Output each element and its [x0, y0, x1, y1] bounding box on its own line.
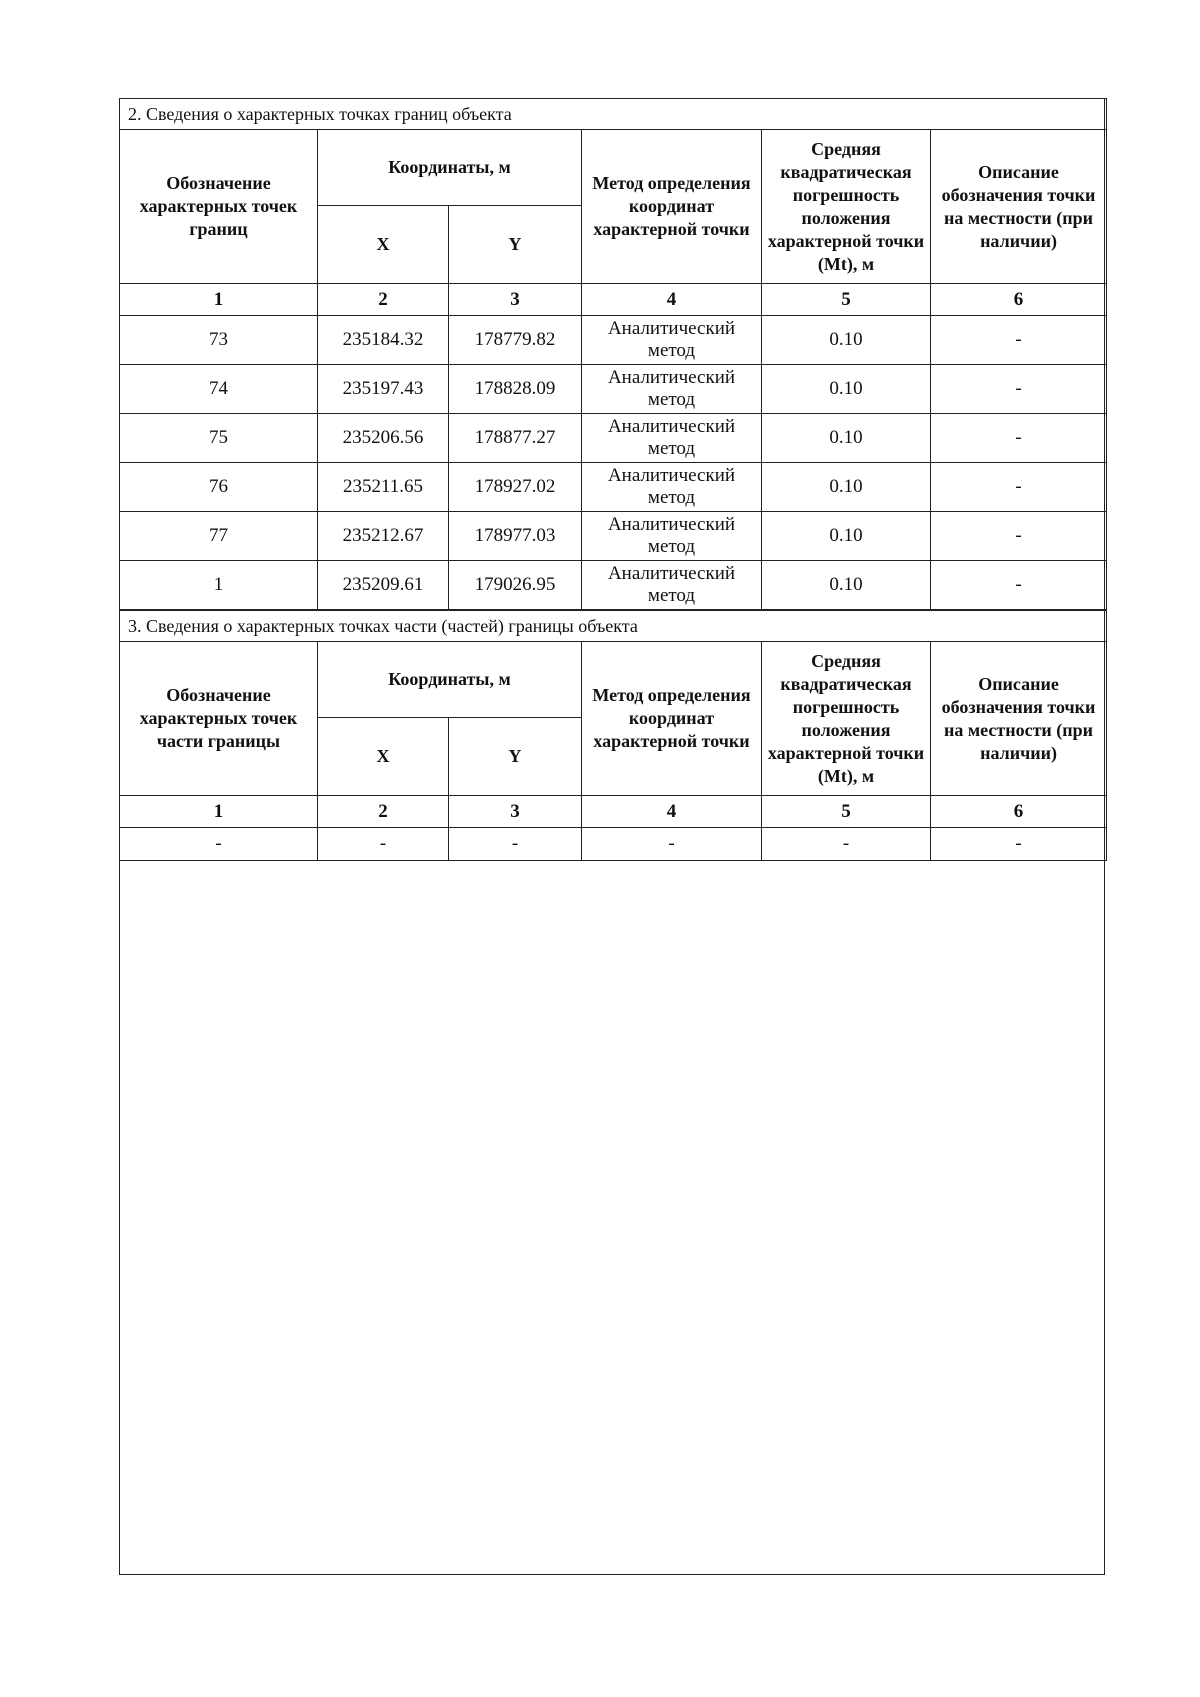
- point-id: 76: [120, 463, 318, 512]
- header-designation: Обозначение характерных точек границ: [120, 130, 318, 284]
- method: -: [582, 828, 762, 861]
- description: -: [931, 561, 1107, 610]
- col-number: 6: [931, 284, 1107, 316]
- description: -: [931, 463, 1107, 512]
- description: -: [931, 512, 1107, 561]
- coord-y: -: [449, 828, 582, 861]
- mt-error: -: [762, 828, 931, 861]
- header-x: X: [318, 718, 449, 796]
- section-2-title: 2. Сведения о характерных точках границ объекта: [120, 99, 1107, 130]
- header-coords: Координаты, м: [318, 642, 582, 718]
- header-y: Y: [449, 718, 582, 796]
- col-number: 5: [762, 284, 931, 316]
- header-designation: Обозначение характерных точек части границы: [120, 642, 318, 796]
- coord-x: 235197.43: [318, 365, 449, 414]
- method: Аналитический метод: [582, 414, 762, 463]
- col-number: 3: [449, 796, 582, 828]
- mt-error: 0.10: [762, 512, 931, 561]
- col-number: 1: [120, 284, 318, 316]
- mt-error: 0.10: [762, 463, 931, 512]
- col-number: 2: [318, 284, 449, 316]
- method: Аналитический метод: [582, 365, 762, 414]
- coord-x: 235212.67: [318, 512, 449, 561]
- method: Аналитический метод: [582, 463, 762, 512]
- coord-y: 178877.27: [449, 414, 582, 463]
- description: -: [931, 414, 1107, 463]
- mt-error: 0.10: [762, 414, 931, 463]
- header-error: Средняя квадратическая погрешность положения характерной точки (Mt), м: [762, 130, 931, 284]
- point-id: 74: [120, 365, 318, 414]
- section-3-title: 3. Сведения о характерных точках части (частей) границы объекта: [120, 611, 1107, 642]
- header-description: Описание обозначения точки на местности (при наличии): [931, 642, 1107, 796]
- coord-y: 179026.95: [449, 561, 582, 610]
- coord-y: 178927.02: [449, 463, 582, 512]
- point-id: -: [120, 828, 318, 861]
- method: Аналитический метод: [582, 316, 762, 365]
- description: -: [931, 316, 1107, 365]
- col-number: 2: [318, 796, 449, 828]
- coord-x: -: [318, 828, 449, 861]
- coord-y: 178977.03: [449, 512, 582, 561]
- point-id: 1: [120, 561, 318, 610]
- col-number: 1: [120, 796, 318, 828]
- table-row: [120, 463, 1107, 512]
- column-numbers-row: [120, 284, 1107, 316]
- description: -: [931, 365, 1107, 414]
- point-id: 75: [120, 414, 318, 463]
- table-row: [120, 365, 1107, 414]
- method: Аналитический метод: [582, 512, 762, 561]
- part-boundary-points-table: [119, 610, 1107, 861]
- col-number: 6: [931, 796, 1107, 828]
- description: -: [931, 828, 1107, 861]
- boundary-points-table: [119, 98, 1107, 610]
- table-row: [120, 512, 1107, 561]
- coord-y: 178828.09: [449, 365, 582, 414]
- coord-x: 235209.61: [318, 561, 449, 610]
- header-method: Метод определения координат характерной точки: [582, 130, 762, 284]
- coord-x: 235211.65: [318, 463, 449, 512]
- mt-error: 0.10: [762, 316, 931, 365]
- header-coords: Координаты, м: [318, 130, 582, 206]
- header-x: X: [318, 206, 449, 284]
- header-method: Метод определения координат характерной точки: [582, 642, 762, 796]
- coord-x: 235206.56: [318, 414, 449, 463]
- table-row: [120, 561, 1107, 610]
- col-number: 4: [582, 796, 762, 828]
- point-id: 73: [120, 316, 318, 365]
- table-row: [120, 828, 1107, 861]
- table-row: [120, 316, 1107, 365]
- header-error: Средняя квадратическая погрешность положения характерной точки (Mt), м: [762, 642, 931, 796]
- method: Аналитический метод: [582, 561, 762, 610]
- coord-y: 178779.82: [449, 316, 582, 365]
- mt-error: 0.10: [762, 561, 931, 610]
- column-numbers-row: [120, 796, 1107, 828]
- coord-x: 235184.32: [318, 316, 449, 365]
- col-number: 4: [582, 284, 762, 316]
- header-y: Y: [449, 206, 582, 284]
- header-description: Описание обозначения точки на местности (при наличии): [931, 130, 1107, 284]
- mt-error: 0.10: [762, 365, 931, 414]
- point-id: 77: [120, 512, 318, 561]
- col-number: 3: [449, 284, 582, 316]
- col-number: 5: [762, 796, 931, 828]
- table-row: [120, 414, 1107, 463]
